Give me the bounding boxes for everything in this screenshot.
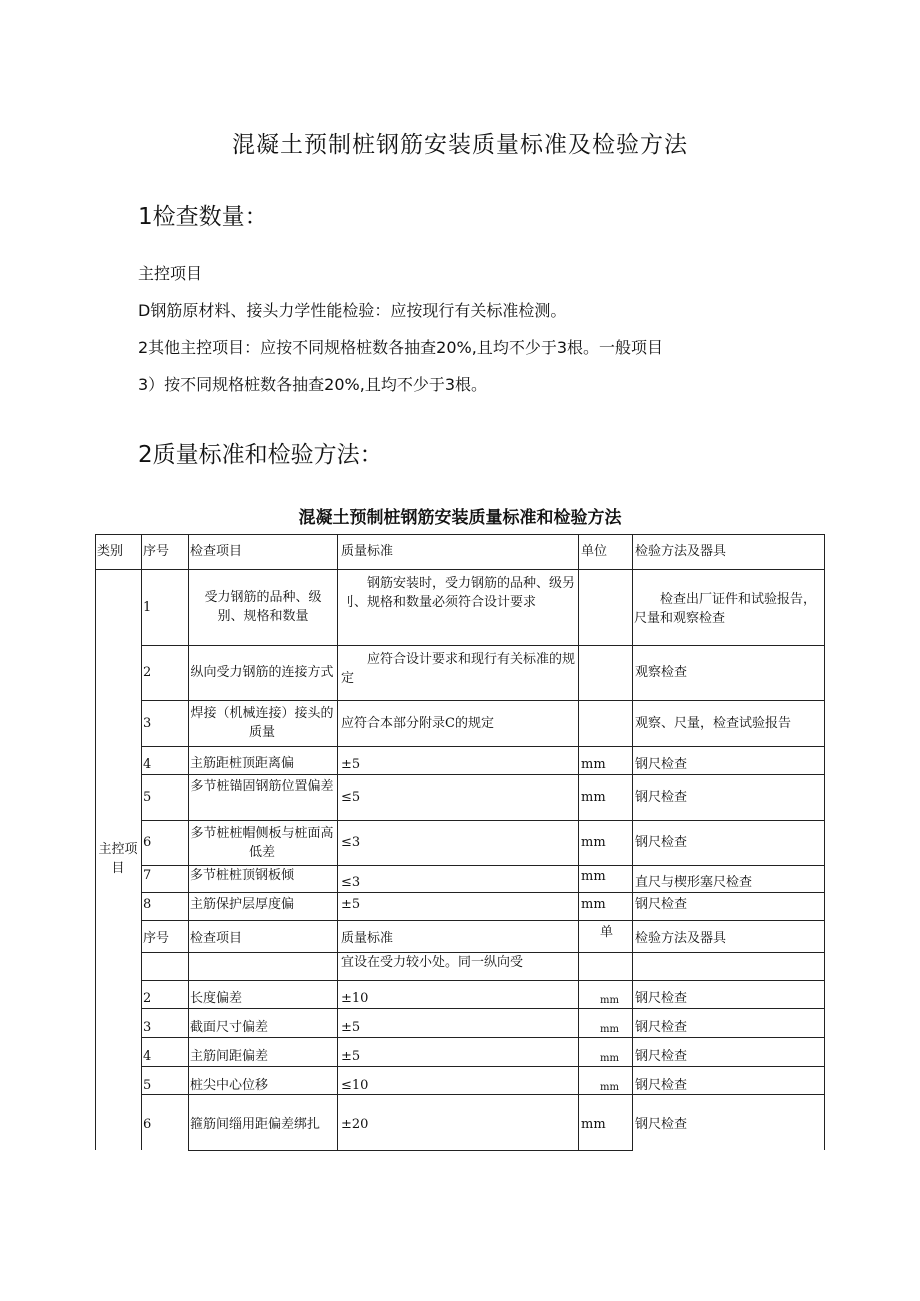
table-row-item: 截面尺寸偏差 (190, 1019, 269, 1035)
table-row-item: 多节桩桩顶钢板倾 (190, 868, 295, 883)
table-row-no: 6 (143, 1116, 152, 1132)
table-row-no: 5 (143, 1077, 152, 1093)
item-text: 纵向受力钢筋的连接方式 (190, 665, 334, 680)
table-grid-line (188, 1150, 633, 1151)
table-row-standard: ±20 (341, 1116, 369, 1132)
table-grid-line (141, 746, 825, 747)
table-row-standard: ≤3 (341, 835, 361, 850)
header-item: 检查项目 (190, 544, 243, 559)
table-row-standard: ≤5 (341, 789, 361, 805)
table-row-method: 钢尺检查 (635, 990, 688, 1006)
table-row-standard: ±5 (341, 1019, 361, 1035)
table-row-unit: mm (600, 994, 619, 1006)
table-row-item: 多节桩桩帽侧板与桩面高低差 (190, 826, 334, 860)
section1-heading: 1检查数量： (138, 204, 268, 230)
table-grid-line (141, 1008, 825, 1009)
table-row-item: 长度偏差 (190, 990, 243, 1006)
table-grid-line (141, 820, 825, 821)
table-row-unit: mm (600, 1052, 619, 1064)
category-main-control: 主控项目 (98, 842, 138, 876)
table-row-standard: 应符合设计要求和现行有关标准的规定 (341, 652, 576, 686)
table-grid-line (188, 534, 189, 1150)
subheader-no: 序号 (143, 930, 170, 946)
header-method: 检验方法及器具 (635, 544, 727, 559)
table-row-method: 钢尺检查 (635, 1116, 688, 1132)
header-no: 序号 (143, 544, 170, 559)
paragraph: 3）按不同规格桩数各抽查20%,且均不少于3根。 (138, 375, 488, 394)
table-row-standard: ±10 (341, 990, 369, 1006)
table-row-standard: ≤10 (341, 1077, 369, 1093)
paragraph: 主控项目 (138, 264, 203, 283)
subheader-item: 检查项目 (190, 930, 243, 946)
table-grid-line (632, 534, 633, 1150)
table-row-no: 1 (143, 599, 152, 615)
table-row-method: 观察、尺量，检查试验报告 (635, 715, 792, 731)
table-grid-line (578, 534, 579, 1150)
table-row-method: 观察检查 (635, 665, 688, 680)
table-row-item: 箍筋间缁用距偏差绑扎 (190, 1116, 321, 1132)
header-standard: 质量标准 (341, 544, 394, 559)
note-row-text: 宜设在受力较小处。同一纵向受 (341, 955, 524, 970)
table-row-no: 2 (143, 990, 152, 1006)
table-grid-line (141, 534, 142, 1150)
table-row-method: 钢尺检查 (635, 1019, 688, 1035)
table-grid-line (141, 774, 825, 775)
table-row-standard: 应符合本部分附录C的规定 (341, 715, 494, 731)
table-row-method: 直尺与楔形塞尺检查 (635, 875, 753, 890)
document-title: 混凝土预制桩钢筋安装质量标准及检验方法 (232, 132, 688, 158)
table-row-no: 7 (143, 868, 152, 883)
table-row-item: 桩尖中心位移 (190, 1077, 269, 1093)
table-row-standard: ±5 (341, 1048, 361, 1064)
header-unit: 单位 (581, 544, 608, 559)
table-row-method: 钢尺检查 (635, 835, 688, 850)
table-row-unit: mm (581, 1116, 606, 1132)
table-row-unit: mm (581, 789, 606, 805)
table-row-unit: mm (600, 1081, 619, 1093)
table-row-unit: mm (581, 869, 606, 884)
table-row-item (190, 645, 334, 700)
table-row-standard: ±5 (341, 756, 361, 772)
table-row-method: 钢尺检查 (635, 1077, 688, 1093)
table-row-no: 8 (143, 896, 152, 912)
table-grid-line (337, 534, 338, 1150)
table-row-unit: mm (581, 835, 606, 850)
table-row-item: 主筋保护层厚度偏 (190, 896, 295, 912)
table-grid-line (141, 980, 825, 981)
section2-heading: 2质量标准和检验方法： (138, 442, 383, 468)
table-row-method: 钢尺检查 (635, 789, 688, 805)
paragraph: 2其他主控项目：应按不同规格桩数各抽查20%,且均不少于3根。一般项目 (138, 338, 664, 357)
table-title: 混凝土预制桩钢筋安装质量标准和检验方法 (298, 508, 622, 528)
table-row-item: 主筋距桩顶距离偏 (190, 756, 295, 771)
table-row-no: 5 (143, 789, 152, 805)
table-row-unit: mm (581, 896, 606, 912)
table-grid-line (824, 534, 825, 1150)
subheader-standard: 质量标准 (341, 930, 394, 946)
table-row-no: 3 (143, 1019, 152, 1035)
table-row-standard: 钢筋安装时，受力钢筋的品种、级另刂、规格和数量必须符合设计要求 (341, 576, 576, 610)
subheader-unit: 单 (600, 925, 614, 940)
table-row-no: 6 (143, 835, 152, 850)
table-row-item (192, 569, 334, 645)
table-row-item: 主筋间距偏差 (190, 1048, 269, 1064)
header-category: 类别 (97, 544, 124, 559)
subheader-method: 检验方法及器具 (635, 930, 727, 946)
table-row-no: 4 (143, 1048, 152, 1064)
table-row-item: 多节桩锚固钢筋位置偏差 (190, 779, 334, 794)
table-row-method: 钢尺检查 (635, 1048, 688, 1064)
table-row-standard: ±5 (341, 896, 361, 912)
table-row-no: 4 (143, 756, 152, 772)
paragraph: D钢筋原材料、接头力学性能检验：应按现行有关标准检测。 (138, 301, 567, 320)
table-row-method: 钢尺检查 (635, 896, 688, 912)
table-row-standard: ≤3 (341, 875, 361, 890)
item-text: 受力钢筋的品种、级别、规格和数量 (204, 590, 322, 624)
table-row-unit: mm (600, 1023, 619, 1035)
table-row-unit: mm (581, 756, 606, 772)
table-row-item: 焊接（机械连接）接头的质量 (190, 706, 334, 740)
table-grid-line (141, 920, 825, 921)
table-row-method: 检查出厂证件和试验报告，尺量和观察检查 (634, 592, 817, 626)
table-row-method: 钢尺检查 (635, 756, 688, 772)
table-row-no: 2 (143, 665, 152, 680)
table-row-no: 3 (143, 715, 152, 731)
